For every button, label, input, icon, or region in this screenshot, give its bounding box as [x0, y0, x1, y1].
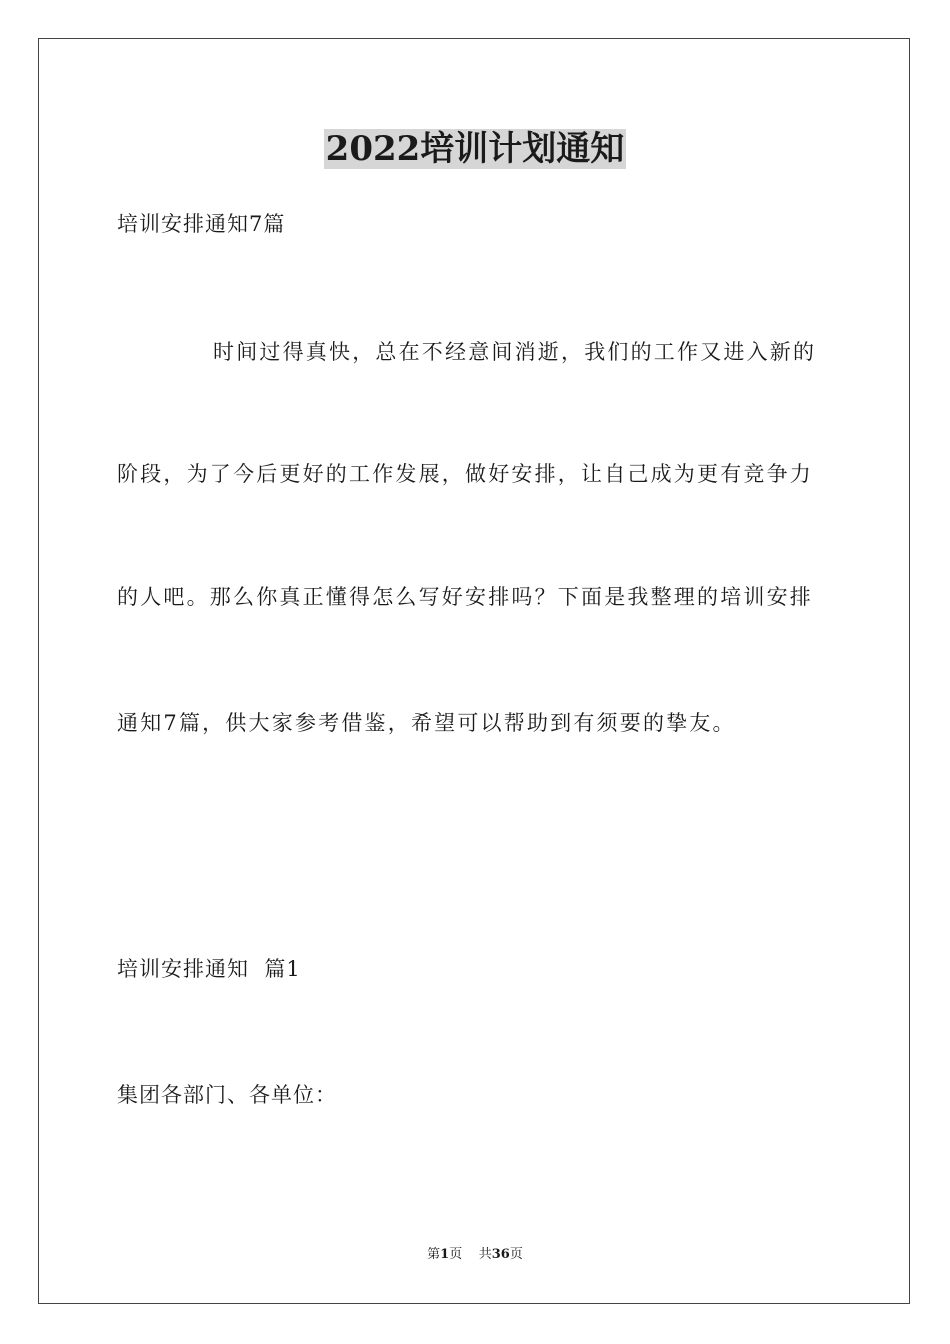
intro-paragraph-line-1: 时间过得真快，总在不经意间消逝，我们的工作又进入新的	[213, 340, 817, 364]
intro-paragraph-line-3: 的人吧。那么你真正懂得怎么写好安排吗？下面是我整理的培训安排	[117, 585, 813, 609]
document-title	[0, 128, 950, 170]
footer-page-prefix: 第	[427, 1247, 441, 1262]
footer-total-prefix: 共	[478, 1247, 492, 1262]
salutation: 集团各部门、各单位：	[117, 1083, 337, 1107]
section-heading: 培训安排通知 篇1	[117, 957, 301, 981]
intro-paragraph-line-2: 阶段，为了今后更好的工作发展，做好安排，让自己成为更有竞争力	[117, 462, 813, 486]
footer-total-suffix: 页	[509, 1247, 523, 1262]
footer-total-pages: 36	[491, 1247, 510, 1262]
intro-paragraph-line-4: 通知7篇，供大家参考借鉴，希望可以帮助到有须要的挚友。	[117, 711, 736, 735]
footer-page-suffix: 页	[449, 1247, 463, 1262]
document-subtitle: 培训安排通知7篇	[117, 212, 286, 236]
document-title-text: 2022培训计划通知	[325, 129, 625, 169]
footer-page-number: 1	[440, 1247, 450, 1262]
page-footer	[0, 1246, 950, 1264]
